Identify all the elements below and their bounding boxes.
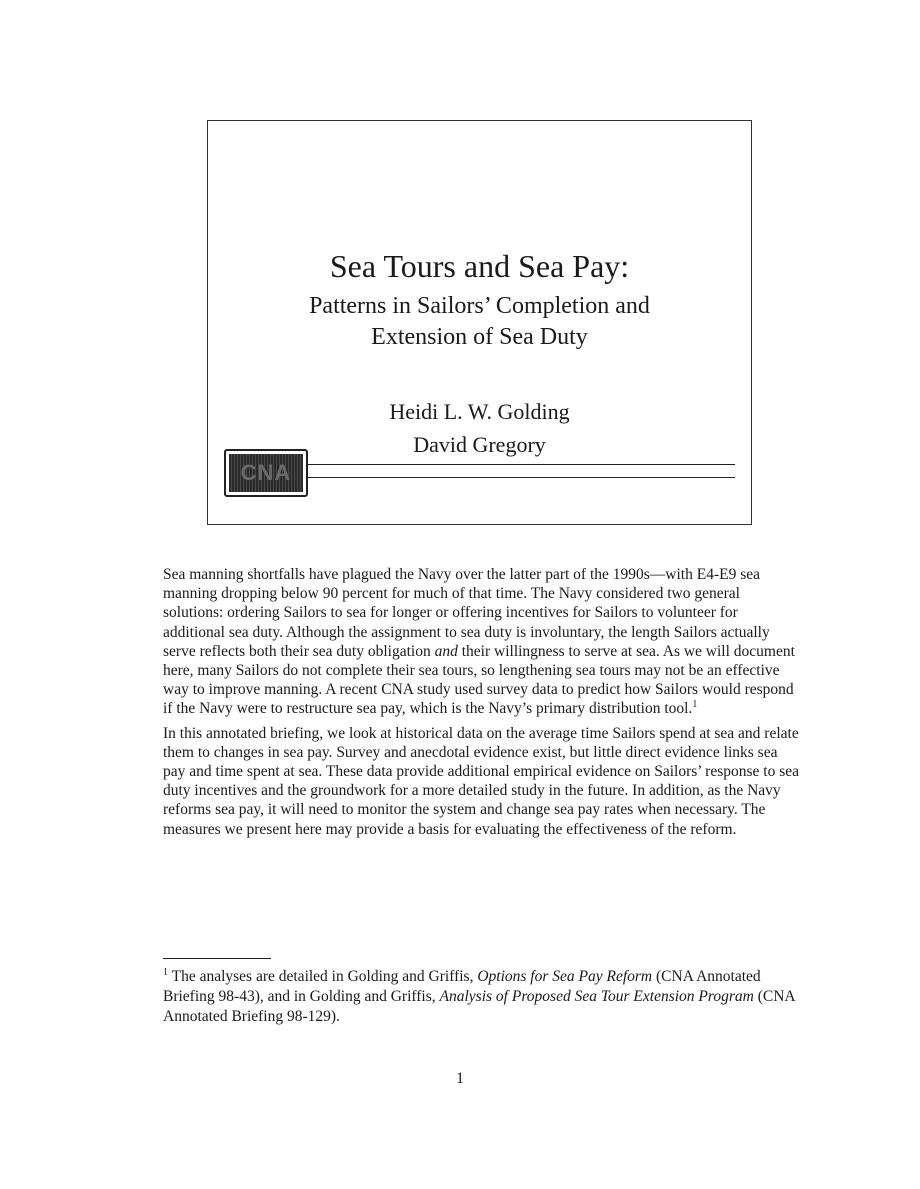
slide-subtitle [208, 291, 751, 353]
body-text [163, 565, 803, 844]
slide-divider [308, 464, 735, 465]
footnote-reference: 1 [692, 699, 698, 711]
author-name: David Gregory [413, 432, 546, 457]
footnote-separator [163, 958, 271, 959]
footnote-marker: 1 [163, 966, 168, 978]
paragraph: Sea manning shortfalls have plagued the Navy over the latter part of the 1990s—with E4-E9 sea manning dropping below 90 percent for much of that time. The Navy considered two general solutions: ordering Sailors to sea for longer or offering incentives for Sailors to volunteer for additional sea duty. Although the assignment to sea duty is involuntary, the length Sailors actually serve reflects both their sea duty obligation and their willingness to serve at sea. As we will document here, many Sailors do not complete their sea tours, so lengthening sea tours may not be an effective way to improve manning. A recent CNA study used survey data to predict how Sailors would respond if the Navy were to restructure sea pay, which is the Navy’s primary distribution tool.$^1$ [163, 566, 795, 718]
author-name: Heidi L. W. Golding [389, 399, 570, 424]
slide-title: Sea Tours and Sea Pay: [329, 248, 630, 284]
slide-subtitle-line: Patterns in Sailors’ Completion and [309, 293, 650, 319]
footnote: $^1$ The analyses are detailed in Golding and Griffis, Options for Sea Pay Reform (CNA Annotated Briefing 98-43), and in Golding and Griffis, Analysis of Proposed Sea Tour Extension Program (CNA Annotated Briefing 98-129). [163, 966, 795, 1025]
slide-subtitle-line: Extension of Sea Duty [371, 324, 588, 350]
cna-logo-text: CNA [229, 454, 303, 492]
page-number: 1 [456, 1070, 464, 1087]
paragraph: In this annotated briefing, we look at historical data on the average time Sailors spend at sea and relate them to changes in sea pay. Survey and anecdotal evidence exist, but little direct evidence links sea pay and time spent at sea. These data provide additional empirical evidence on Sailors’ response to sea duty incentives and the groundwork for a more detailed study in the future. In addition, as the Navy reforms sea pay, it will need to monitor the system and change sea pay rates when necessary. The measures we present here may provide a basis for evaluating the effectiveness of the reform. [163, 724, 800, 838]
slide-divider [308, 477, 735, 478]
cna-logo [224, 449, 308, 497]
title-slide [207, 120, 752, 525]
